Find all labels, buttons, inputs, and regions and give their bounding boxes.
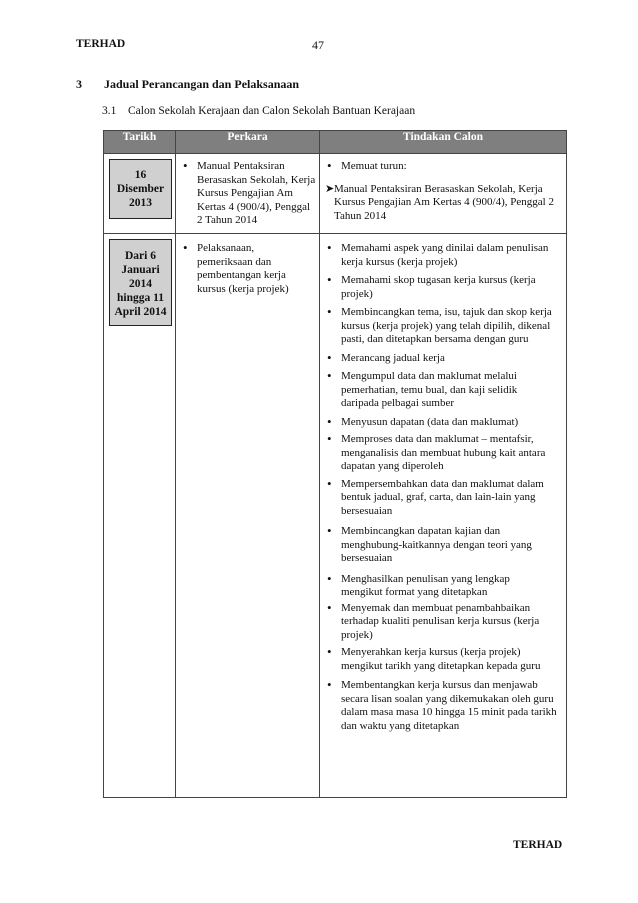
tindakan-item: • Mengumpul data dan maklumat melalui pemerhatian, temu bual, dan kaji selidik daripada pelbagai sumber	[320, 370, 566, 411]
tindakan-item: • Membentangkan kerja kursus dan menjawab secara lisan soalan yang dikemukakan oleh guru dalam masa masa 10 hingga 15 minit pada tarikh dan waktu yang ditetapkan	[320, 679, 566, 733]
date-box	[109, 239, 172, 326]
tindakan-item: • Menyemak dan membuat penambahbaikan terhadap kualiti penulisan kerja kursus (kerja projek)	[320, 602, 566, 643]
section-number: 3	[76, 77, 82, 91]
section-heading	[76, 77, 299, 92]
footer-classification: TERHAD	[513, 839, 563, 851]
tindakan-item: • Memahami skop tugasan kerja kursus (kerja projek)	[320, 274, 566, 301]
table-row	[104, 234, 567, 798]
tindakan-item: • Membincangkan tema, isu, tajuk dan skop kerja kursus (kerja projek) yang telah dipilih, dikenal pasti, dan ditetapkan bersama dengan guru	[320, 306, 566, 347]
table-row	[104, 154, 567, 234]
arrow-bullet-icon: ➤	[325, 182, 335, 195]
tindakan-item: • Menyusun dapatan (data dan maklumat)	[320, 416, 566, 430]
tindakan-item: • Memahami aspek yang dinilai dalam penulisan kerja kursus (kerja projek)	[320, 242, 566, 269]
page-number: 47	[312, 38, 324, 52]
date-line: hingga 11	[117, 292, 164, 304]
date-line: Januari	[121, 264, 160, 276]
date-line: 2013	[129, 197, 152, 209]
tindakan-item: • Membincangkan dapatan kajian dan menghubung-kaitkannya dengan teori yang bersesuaian	[320, 525, 566, 566]
date-box	[109, 159, 172, 219]
subsection-heading	[102, 105, 415, 117]
date-cell	[104, 154, 176, 234]
tindakan-cell	[320, 154, 567, 234]
perkara-item: • Manual Pentaksiran Berasaskan Sekolah, Kerja Kursus Pengajian Am Kertas 4 (900/4), Penggal 2 Tahun 2014	[176, 160, 319, 228]
subsection-number: 3.1	[102, 105, 117, 117]
header-classification: TERHAD	[76, 38, 126, 50]
tindakan-subitem	[320, 183, 566, 224]
date-line: Disember	[116, 183, 165, 195]
column-header-perkara: Perkara	[176, 131, 320, 154]
perkara-item: • Pelaksanaan, pemeriksaan dan pembentangan kerja kursus (kerja projek)	[176, 242, 319, 296]
tindakan-item: • Memproses data dan maklumat – mentafsir, menganalisis dan membuat hubung kait antara dapatan yang diperoleh	[320, 433, 566, 474]
date-line: April 2014	[114, 306, 167, 318]
column-header-tindakan: Tindakan Calon	[320, 131, 567, 154]
tindakan-item: • Memuat turun:	[320, 160, 566, 174]
perkara-cell	[176, 234, 320, 798]
tindakan-subitem-text: Manual Pentaksiran Berasaskan Sekolah, Kerja Kursus Pengajian Am Kertas 4 (900/4), Penggal 2 Tahun 2014	[334, 182, 554, 222]
column-header-tarikh: Tarikh	[104, 131, 176, 154]
section-title: Jadual Perancangan dan Pelaksanaan	[104, 77, 300, 91]
subsection-title: Calon Sekolah Kerajaan dan Calon Sekolah Bantuan Kerajaan	[128, 105, 416, 117]
tindakan-item: • Mempersembahkan data dan maklumat dalam bentuk jadual, graf, carta, dan lain-lain yang bersesuaian	[320, 478, 566, 519]
tindakan-item: • Menghasilkan penulisan yang lengkap mengikut format yang ditetapkan	[320, 573, 566, 600]
tindakan-item: • Menyerahkan kerja kursus (kerja projek) mengikut tarikh yang ditetapkan kepada guru	[320, 646, 566, 673]
table-header-row	[104, 131, 567, 154]
tindakan-item: • Merancang jadual kerja	[320, 352, 566, 366]
date-line: Dari 6	[125, 250, 156, 262]
date-line: 2014	[129, 278, 152, 290]
tindakan-cell	[320, 234, 567, 798]
perkara-cell	[176, 154, 320, 234]
schedule-table	[103, 130, 567, 798]
date-line: 16	[134, 169, 147, 181]
date-cell	[104, 234, 176, 798]
